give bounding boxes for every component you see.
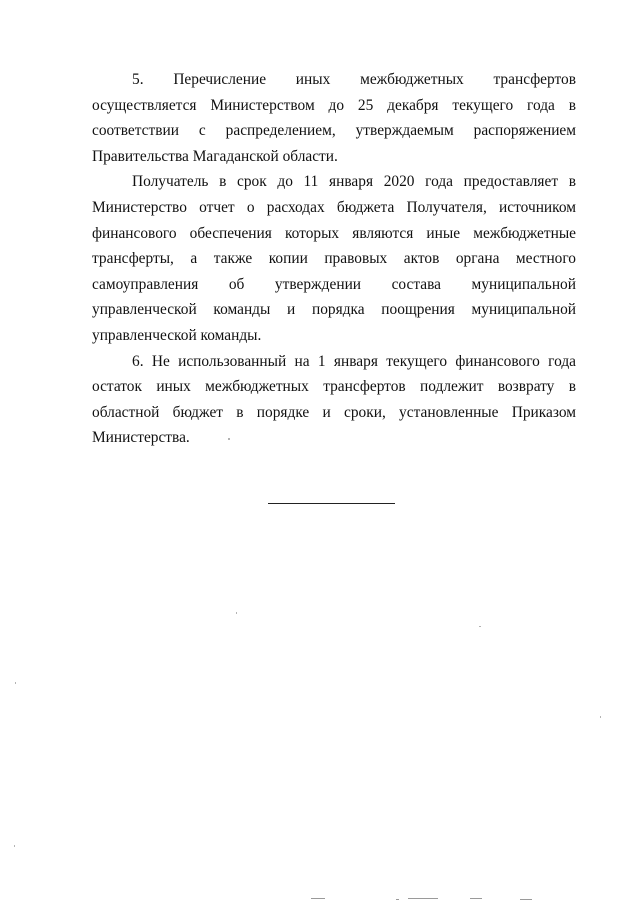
scan-speck (236, 612, 237, 614)
paragraph-recipient-report: Получатель в срок до 11 января 2020 года предоставляет в Министерство отчет о расходах бюджета Получателя, источником финансового обеспечения которых являются иные межбюджетные трансферты, а также копии правовых актов органа местного самоуправления об утверждении состава муниципальной управленческой команды и порядка поощрения муниципальной управленческой команды. (92, 173, 576, 344)
paragraph-remaining-balance-return: 6. Не использованный на 1 января текущего финансового года остаток иных межбюджетных трансфертов подлежит возврату в областной бюджет в порядке и сроки, установленные Приказом Министерства. (92, 352, 576, 447)
scan-speck (15, 682, 16, 684)
scan-speck (408, 898, 438, 899)
scan-speck (520, 899, 532, 900)
scan-speck (479, 626, 481, 627)
document-body (92, 67, 576, 451)
scan-speck (396, 899, 399, 900)
paragraph-transfer-schedule: 5. Перечисление иных межбюджетных трансфертов осуществляется Министерством до 25 декабря текущего года в соответствии с распределением, утверждаемым распоряжением Правительства Магаданской области. (92, 71, 576, 165)
scan-speck (470, 898, 482, 899)
scan-speck (311, 898, 325, 899)
scan-speck (14, 845, 15, 847)
end-separator-line (268, 503, 395, 504)
scan-speck (228, 438, 230, 440)
scan-speck (600, 716, 601, 718)
